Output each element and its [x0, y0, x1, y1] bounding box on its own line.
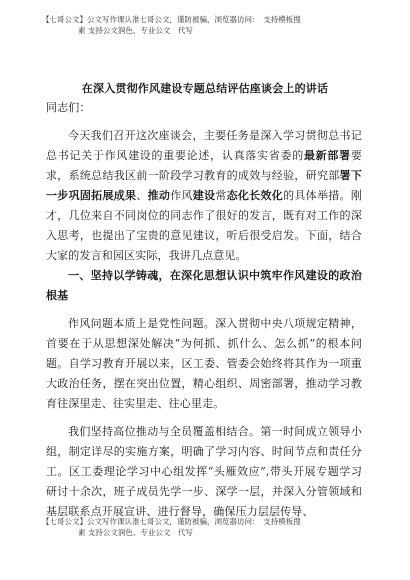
- intro-bold-3: 推动: [147, 189, 171, 202]
- paragraph-2: 作风问题本质上是党性问题。深入贯彻中央八项规定精神，首要在于从思想深处解决“为何抓、抓什么、怎么抓”的根本问题。自学习教育开展以来，区工委、管委会始终将其作为一项重大政治任务，摆在突出位置，精心组织、周密部署，推动学习教育往深里走、往实里走、往心里走。: [46, 317, 362, 410]
- intro-bold-1: 最新部署: [303, 149, 351, 162]
- intro-text-f: 常: [215, 189, 227, 202]
- intro-text-c: 要求，系统总结我区前一阶段学习教育的成效与经验，研究部: [46, 149, 362, 182]
- paragraph-3: 我们坚持高位推动与全员覆盖相结合。第一时间成立领导小组，制定详尽的实施方案，明确了学习内容、时间节点和责任分工。区工委理论学习中心组发挥“头雁效应”,带头开展专题学习研讨十余次，班子成员先学一步、深学一层，并深入分管领域和基层联系点开展宣讲、进行督导，确保压力层层传导、: [46, 425, 362, 518]
- footer-watermark: [42, 516, 372, 538]
- intro-bold-2: 署下一步巩固拓展成果: [46, 169, 362, 202]
- intro-text-g: 的具体举措。刚才，几位来自不同岗位的同志作了很好的发言，既有对工作的深入思考，也提出了宝贵的意见建议，听后很受启发。下面，结合大家的发言和园区实际，我讲几点意见。: [46, 189, 362, 262]
- intro-text-d: 、: [136, 189, 148, 202]
- document-title: 在深入贯彻作风建设专题总结评估座谈会上的讲话: [81, 82, 329, 95]
- header-line-1: 【七哥公文】公文写作课认准七哥公文，谨防被骗，浏览器访问： 支持模板搜: [42, 15, 301, 24]
- header-line-2: 素 支持公文润色、专业公文 代写: [78, 26, 193, 35]
- header-watermark: [42, 14, 372, 36]
- footer-line-1: 【七哥公文】公文写作课认准七哥公文，谨防被骗，浏览器访问： 支持模板搜: [42, 517, 301, 526]
- intro-bold-4: 建设: [192, 189, 216, 202]
- section-heading-1: 一、坚持以学铸魂，在深化思想认识中筑牢作风建设的政治根基: [46, 269, 362, 302]
- salutation: 同志们：: [46, 101, 91, 114]
- intro-bold-5: 态化长效化: [226, 189, 284, 202]
- footer-line-2: 素 支持公文润色、专业公文 代写: [78, 528, 193, 537]
- paragraph-intro: [46, 126, 362, 266]
- intro-text-a: 今天我们召开这次座谈会，主要任务是深入学习贯彻总书记总书记关于作风建设的重要论述，认真落实省委的: [46, 129, 362, 162]
- intro-text-e: 作风: [170, 189, 193, 202]
- document-body: [46, 98, 362, 522]
